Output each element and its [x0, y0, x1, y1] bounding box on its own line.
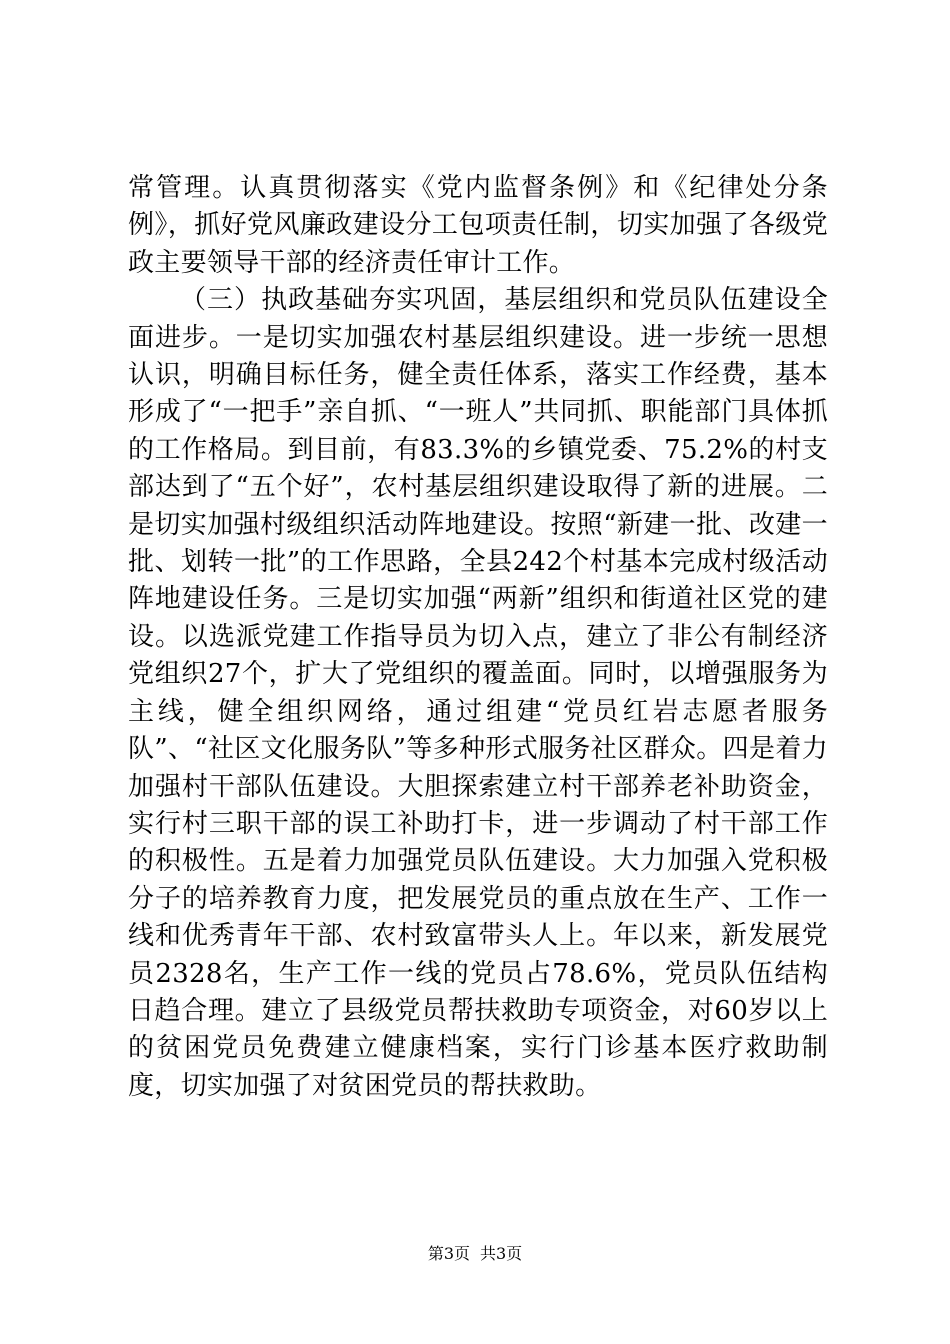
page-number-total: 共3页	[480, 1244, 523, 1263]
document-body	[128, 170, 828, 1105]
paragraph-continued: 常管理。认真贯彻落实《党内监督条例》和《纪律处分条例》，抓好党风廉政建设分工包项责任制，切实加强了各级党政主要领导干部的经济责任审计工作。	[128, 173, 828, 278]
paragraph-section-three: （三）执政基础夯实巩固，基层组织和党员队伍建设全面进步。一是切实加强农村基层组织建设。进一步统一思想认识，明确目标任务，健全责任体系，落实工作经费，基本形成了“一把手”亲自抓、“一班人”共同抓、职能部门具体抓的工作格局。到目前，有83.3%的乡镇党委、75.2%的村支部达到了“五个好”，农村基层组织建设取得了新的进展。二是切实加强村级组织活动阵地建设。按照“新建一批、改建一批、划转一批”的工作思路，全县242个村基本完成村级活动阵地建设任务。三是切实加强“两新”组织和街道社区党的建设。以选派党建工作指导员为切入点，建立了非公有制经济党组织27个，扩大了党组织的覆盖面。同时，以增强服务为主线，健全组织网络，通过组建“党员红岩志愿者服务队”、“社区文化服务队”等多种形式服务社区群众。四是着力加强村干部队伍建设。大胆探索建立村干部养老补助资金，实行村三职干部的误工补助打卡，进一步调动了村干部工作的积极性。五是着力加强党员队伍建设。大力加强入党积极分子的培养教育力度，把发展党员的重点放在生产、工作一线和优秀青年干部、农村致富带头人上。年以来，新发展党员2328名，生产工作一线的党员占78.6%，党员队伍结构日趋合理。建立了县级党员帮扶救助专项资金，对60岁以上的贫困党员免费建立健康档案，实行门诊基本医疗救助制度，切实加强了对贫困党员的帮扶救助。	[128, 285, 828, 1101]
page-footer	[0, 1243, 950, 1265]
page-number-current: 第3页	[427, 1244, 470, 1263]
